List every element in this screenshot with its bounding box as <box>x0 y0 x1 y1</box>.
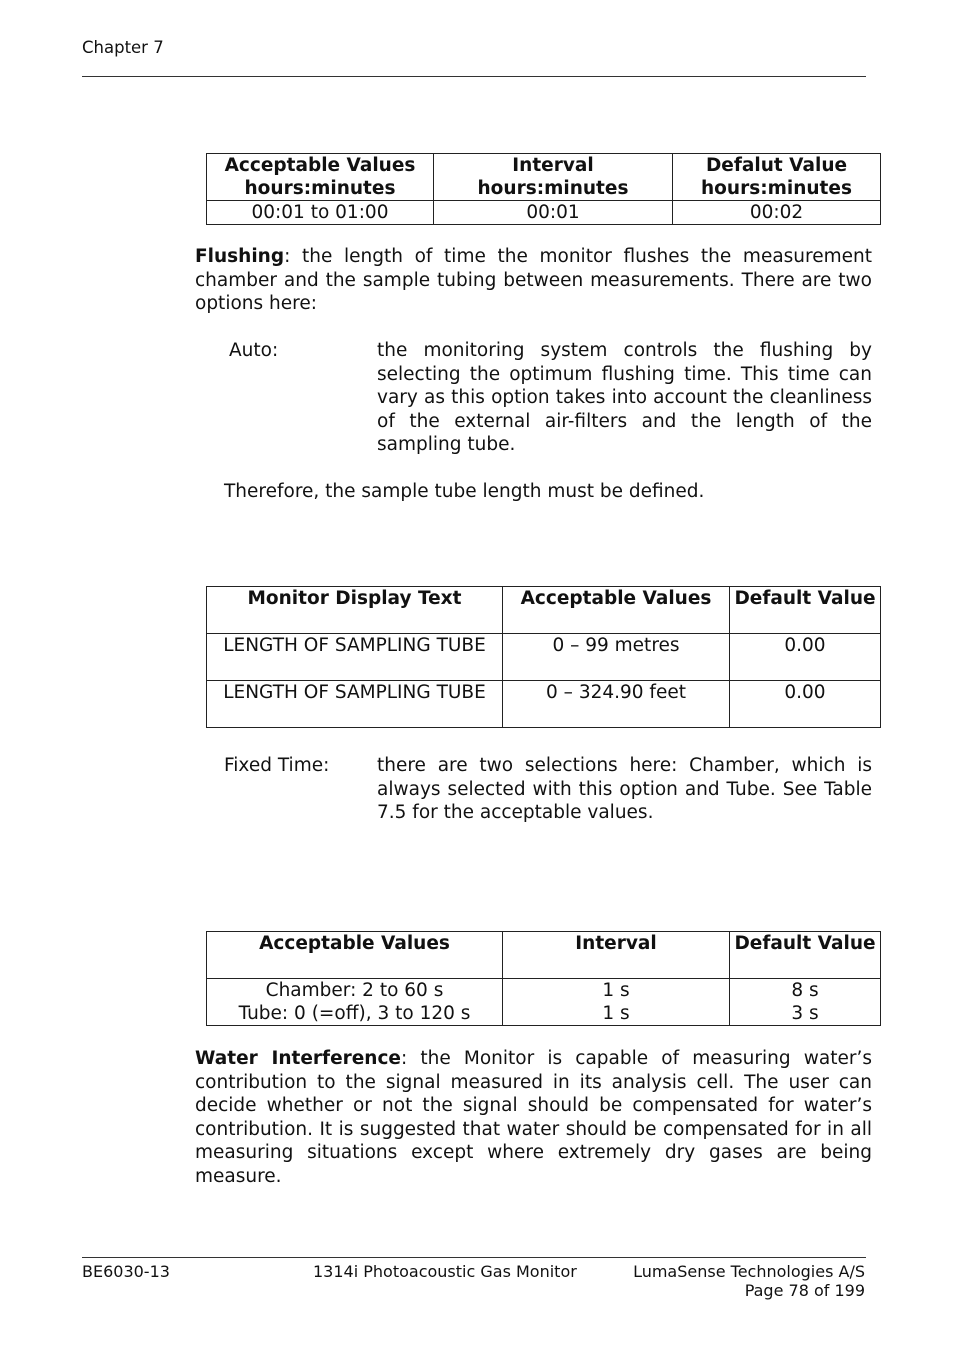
table-header: Default Value <box>730 932 881 979</box>
auto-label: Auto: <box>229 340 279 361</box>
chapter-header: Chapter 7 <box>82 38 164 57</box>
table-cell: Chamber: 2 to 60 s Tube: 0 (=off), 3 to 120 s <box>207 979 503 1026</box>
table-header: Acceptable Values <box>207 932 503 979</box>
table-cell: LENGTH OF SAMPLING TUBE <box>207 681 503 728</box>
table-cell: 0.00 <box>730 634 881 681</box>
table-cell: 1 s 1 s <box>503 979 730 1026</box>
table-cell: 8 s 3 s <box>730 979 881 1026</box>
table-header-row <box>207 932 881 979</box>
footer-page-number: Page 78 of 199 <box>744 1281 865 1300</box>
table-header: Interval <box>503 932 730 979</box>
water-interference-term: Water Interference <box>195 1048 401 1069</box>
table-header: Acceptable Values <box>503 587 730 634</box>
header-rule <box>82 76 866 77</box>
flushing-term: Flushing <box>195 246 285 267</box>
footer-rule <box>82 1257 866 1258</box>
auto-description: the monitoring system controls the flushing by selecting the optimum flushing time. This time can vary as this option takes into account the cleanliness of the external air-filters and the length of the sampling tube. <box>377 340 872 455</box>
table-header: Monitor Display Text <box>207 587 503 634</box>
table-cell: 00:02 <box>673 201 881 225</box>
fixed-time-label: Fixed Time: <box>224 755 330 776</box>
table-row <box>207 979 881 1026</box>
fixed-time-description: there are two selections here: Chamber, which is always selected with this option and Tube. See Table 7.5 for the acceptable values. <box>377 755 872 823</box>
therefore-line: Therefore, the sample tube length must be defined. <box>224 481 705 502</box>
table-header: Interval hours:minutes <box>434 154 673 201</box>
table-header: Defalut Value hours:minutes <box>673 154 881 201</box>
fixed-time-table <box>206 931 881 1026</box>
table-row <box>207 634 881 681</box>
table-header: Default Value <box>730 587 881 634</box>
table-row <box>207 681 881 728</box>
table-header: Acceptable Values hours:minutes <box>207 154 434 201</box>
tube-length-table <box>206 586 881 728</box>
water-interference-paragraph: Water Interference: the Monitor is capable of measuring water’s contribution to the signal measured in its analysis cell. The user can decide whether or not the signal should be compensated for water’s contribution. It is suggested that water should be compensated for in all measuring situations except where extremely dry gases are being measure. <box>195 1048 872 1187</box>
table-cell: 0 – 99 metres <box>503 634 730 681</box>
table-header-row <box>207 154 881 201</box>
table-cell: 00:01 <box>434 201 673 225</box>
table-cell: 0.00 <box>730 681 881 728</box>
footer-company: LumaSense Technologies A/S <box>633 1262 865 1281</box>
flushing-paragraph: Flushing: the length of time the monitor flushes the measurement chamber and the sample tubing between measurements. There are two options here: <box>195 246 872 314</box>
footer-doc-id: BE6030-13 <box>82 1262 170 1281</box>
table-row <box>207 201 881 225</box>
table-cell: 0 – 324.90 feet <box>503 681 730 728</box>
table-cell: LENGTH OF SAMPLING TUBE <box>207 634 503 681</box>
table-cell: 00:01 to 01:00 <box>207 201 434 225</box>
table-header-row <box>207 587 881 634</box>
footer-product: 1314i Photoacoustic Gas Monitor <box>313 1262 577 1281</box>
sample-interval-table <box>206 153 881 225</box>
